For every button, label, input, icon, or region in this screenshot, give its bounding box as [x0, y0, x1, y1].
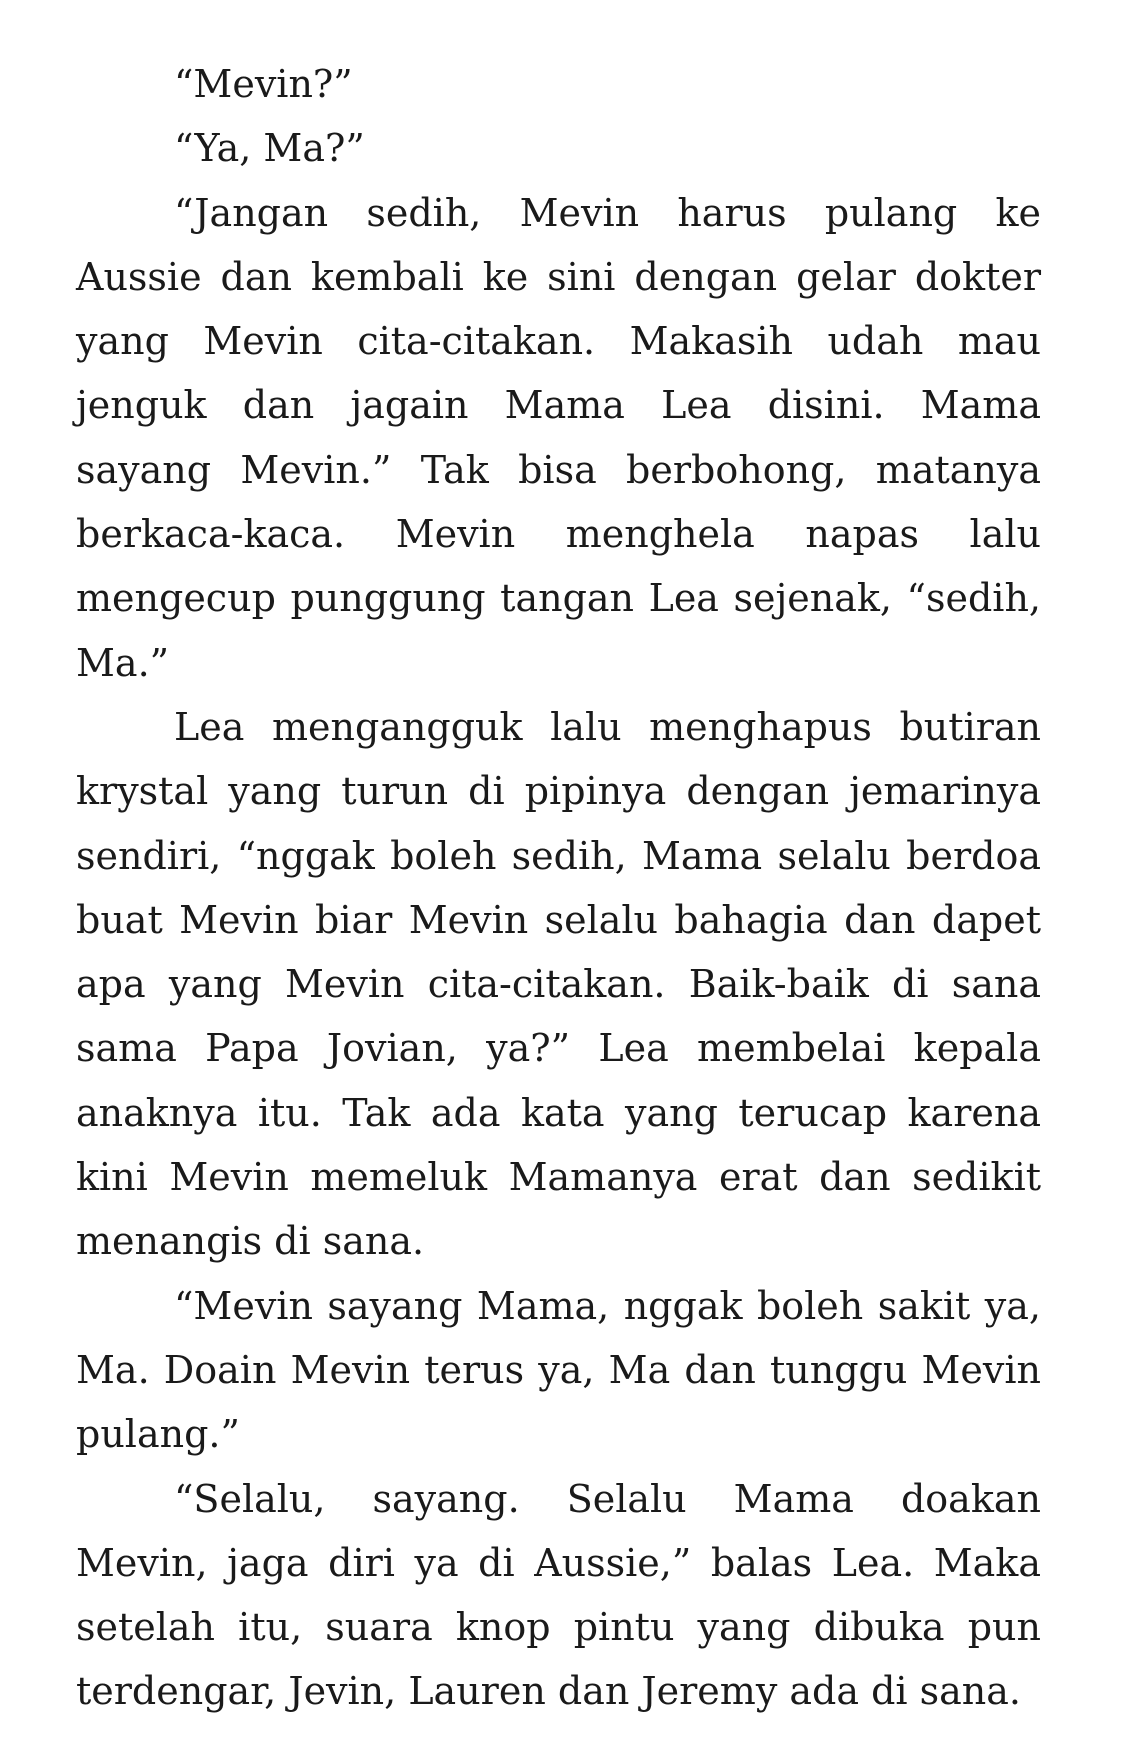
paragraph-5: “Mevin sayang Mama, nggak boleh sakit ya, Ma. Doain Mevin terus ya, Ma dan tunggu Mevin pulang.” — [76, 1283, 1041, 1457]
paragraph-3: “Jangan sedih, Mevin harus pulang ke Aussie dan kembali ke sini dengan gelar dokter yang Mevin cita-citakan. Makasih udah mau jenguk dan jagain Mama Lea disini. Mama sayang Mevin.” Tak bisa berbohong, matanya berkaca-kaca. Mevin menghela napas lalu mengecup punggung tangan Lea sejenak, “sedih, Ma.” — [76, 190, 1041, 685]
document-page — [76, 52, 1041, 1724]
paragraph-6: “Selalu, sayang. Selalu Mama doakan Mevin, jaga diri ya di Aussie,” balas Lea. Maka setelah itu, suara knop pintu yang dibuka pun terdengar, Jevin, Lauren dan Jeremy ada di sana. — [76, 1476, 1041, 1714]
paragraph-1: “Mevin?” — [174, 62, 353, 106]
paragraph-2: “Ya, Ma?” — [174, 126, 365, 171]
paragraph-4: Lea mengangguk lalu menghapus butiran krystal yang turun di pipinya dengan jemarinya sendiri, “nggak boleh sedih, Mama selalu berdoa buat Mevin biar Mevin selalu bahagia dan dapet apa yang Mevin cita-citakan. Baik-baik di sana sama Papa Jovian, ya?” Lea membelai kepala anaknya itu. Tak ada kata yang terucap karena kini Mevin memeluk Mamanya erat dan sedikit menangis di sana. — [76, 704, 1041, 1264]
